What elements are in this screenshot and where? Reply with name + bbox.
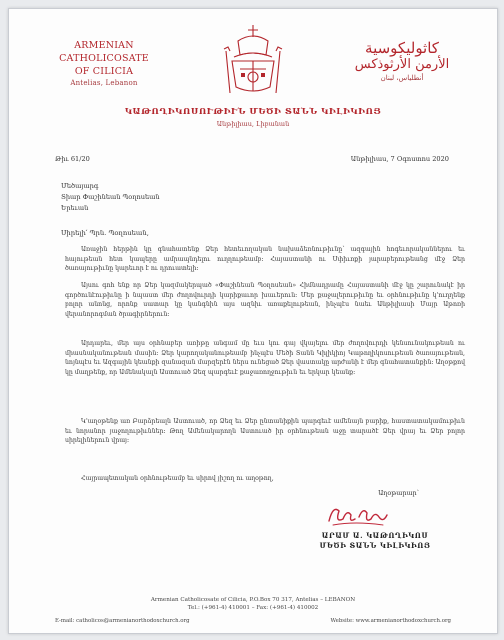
body-paragraph-4: Կ'աղօթենք առ Բարձրեալն Աստուած, որ Ձեզ եւ Ձեր ընտանիքին պարգեւէ ամենայն բարիք, հաստատակամութիւն եւ նորանոր յաջողութիւններ։ Թող Ամենակարողն Աստուած իր օրհնութեան աջը տարածէ Ձեր վրայ եւ Ձեր բոլոր սիրելիներուն վրայ։: [65, 418, 465, 445]
city-en: Antelias, Lebanon: [70, 79, 138, 87]
salutation: Սիրելի՛ Պրն. Պօղոսեան,: [61, 229, 149, 237]
recipient-line-3: Երեւան: [61, 204, 89, 212]
footer-line-1: Armenian Catholicosate of Cilicia, P.O.Box 70 317, Antelias – LEBANON: [150, 597, 356, 603]
footer-contacts: [55, 618, 451, 624]
header-english: [39, 39, 169, 88]
letter-sheet: [8, 8, 498, 634]
org-name-ar-1: كاثوليكوسية: [365, 39, 439, 57]
footer-website: Website: www.armenianorthodoxchurch.org: [330, 618, 451, 624]
signature-label: Աղօթարար՝: [378, 489, 419, 497]
header-arabic: [337, 39, 467, 83]
recipient-line-1: Մեծայարգ: [61, 182, 99, 190]
signatory-name-line-2: ՄԵԾԻ ՏԱՆՆ ԿԻԼԻԿԻՈՅ: [319, 540, 431, 550]
body-paragraph-2: Այսու գոհ ենք որ Ձեր կազմակերպած «Փաշինեան Պօղոսեան» Հիմնադրամը Հայաստանի մէջ կը շարունակէ իր գործունէութիւնը ի նպաստ մեր ժողովուրդի կարիքաւոր խաւերուն։ Մեր քաջալերութիւնը եւ օրհնութիւնը կ'ուղղենք բոլոր անոնց, որոնք սատար կը կանգնին այս ազնիւ առաքելութեան, ինչպէս նաեւ Անթիլիասի Մայր Աթոռի վերանորոգման ծրագիրներուն։: [65, 282, 465, 318]
letter-date: Անթիլիաս, 7 Օգոստոս 2020: [350, 155, 449, 163]
handwritten-signature: [325, 501, 391, 529]
body-paragraph-3: Արդարեւ, մեր այս օրհնաբեր առիթը անգամ մը եւս կու գայ վկայելու մեր ժողովուրդի կենսունակութեան ու միասնականութեան մասին։ Ձեր կարողականութեամբ ինչպէս Մեծի Տանն Կիլիկիոյ Կաթողիկոսութեան ծառայութեան, նոյնպէս եւ Ազգային կեանքի զանազան մարզերէն ներս ունեցած Ձեր վաստակը արժանի է մեր գնահատանքին։ Աղօթքով կը մաղթենք, որ Ամենակալն Աստուած Ձեզ պարգեւէ քաջառողջութիւն եւ երկար կեանք։: [65, 340, 465, 376]
org-name-en-1: ARMENIAN CATHOLICOSATE: [59, 40, 149, 64]
org-name-en-2: OF CILICIA: [74, 66, 134, 77]
footer-email: E-mail: catholicos@armenianorthodoxchurch.org: [55, 618, 190, 624]
signatory-name-line-1: ԱՐԱՄ Ա. ԿԱԹՈՂԻԿՈՍ: [321, 531, 429, 540]
org-name-armenian: ԿԱԹՈՂԻԿՈՍՈՒԹԻՒՆ ՄԵԾԻ ՏԱՆՆ ԿԻԼԻԿԻՈՅ: [124, 107, 382, 117]
body-paragraph-1: Առաջին հերթին կը գնահատենք Ձեր հետեւողական նախաձեռնութիւնը՝ ազգային հոգեւորականներու եւ հայութեան հետ կապերը ամրապնդելու ուղղութեամբ։ Հայաստանի ու Սփիւռքի յարաբերութեանց մէջ Ձեր ծառայութիւնը կարեւոր է ու դրուատելի։: [65, 246, 465, 273]
reference-number: Թիւ 61/20: [55, 155, 90, 163]
signatory-name: [305, 531, 445, 550]
city-ar: أنطلياس، لبنان: [380, 74, 424, 82]
recipient-address: [61, 181, 160, 214]
recipient-line-2: Տիար Փաշինեան Պօղոսեան: [61, 193, 160, 201]
org-name-ar-2: الأرمن الأرثوذكس: [354, 57, 450, 72]
footer-line-2: Tel.: (+961-4) 410001 – Fax: (+961-4) 410002: [187, 604, 319, 611]
footer-address: [9, 597, 497, 612]
catholicosate-emblem-icon: [220, 21, 286, 99]
closing-line: Հայրապետական օրհնութեամբ եւ սիրով յիշող ու աղօթող,: [81, 475, 274, 482]
city-armenian: Անթիլիաս, Լիբանան: [216, 120, 290, 128]
